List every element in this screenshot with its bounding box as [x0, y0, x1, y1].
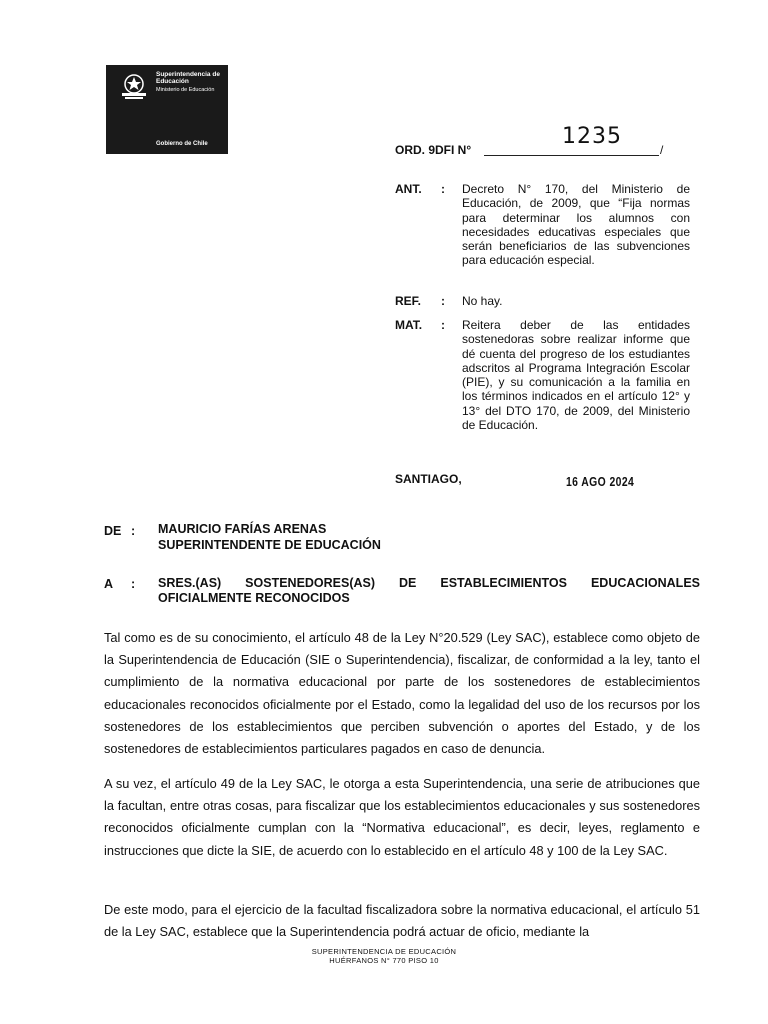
ord-number: 1235 [562, 124, 622, 149]
sender-colon: : [131, 524, 136, 538]
ant-colon: : [441, 182, 445, 196]
ant-text: Decreto N° 170, del Ministerio de Educación, de 2009, que “Fija normas para determinar los alumnos con necesidades educativas especiales que serán beneficiarios de las subvenciones para educación especial. [462, 182, 690, 268]
body-paragraph-3: De este modo, para el ejercicio de la facultad fiscalizadora sobre la normativa educacional, el artículo 51 de la Ley SAC, establece que la Superintendencia podrá actuar de oficio, mediante la [104, 902, 700, 940]
sender-position: SUPERINTENDENTE DE EDUCACIÓN [158, 537, 381, 552]
mat-text: Reitera deber de las entidades sostenedoras sobre realizar informe que dé cuenta del progreso de los estudiantes adscritos al Programa Integración Escolar (PIE), y su comunicación a la familia en los términos indicados en el artículo 12° y 13° del DTO 170, de 2009, del Ministerio de Educación. [462, 318, 690, 433]
logo-subtitle: Ministerio de Educación [156, 87, 215, 93]
date-stamp: 16 AGO 2024 [566, 474, 635, 489]
logo-government: Gobierno de Chile [156, 141, 208, 147]
mat-colon: : [441, 318, 445, 332]
sender-label: DE [104, 524, 122, 538]
ord-label: ORD. 9DFI N° [395, 143, 472, 157]
sender-block [158, 522, 381, 553]
body-paragraph-2: A su vez, el artículo 49 de la Ley SAC, le otorga a esta Superintendencia, una serie de atribuciones que la facultan, entre otras cosas, para fiscalizar que los establecimientos educacionales y sus sostenedores reconocidos oficialmente cumplan con la “Normativa educacional”, es decir, leyes, reglamento e instrucciones que dicte la SIE, de acuerdo con lo establecido en el artículo 48 y 100 de la Ley SAC. [104, 776, 700, 858]
footer-line-2: HUÉRFANOS N° 770 PISO 10 [329, 955, 439, 965]
institution-logo [106, 65, 228, 154]
ord-slash: / [660, 143, 664, 157]
footer-line-1: SUPERINTENDENCIA DE EDUCACIÓN [311, 947, 457, 956]
ref-colon: : [441, 294, 445, 308]
recipient-label: A [104, 577, 114, 591]
coat-of-arms-icon [116, 71, 152, 101]
ant-label: ANT. [395, 182, 422, 196]
body-paragraph-1: Tal como es de su conocimiento, el artículo 48 de la Ley N°20.529 (Ley SAC), establece como objeto de la Superintendencia de Educación (SIE o Superintendencia), fiscalizar, de conformidad a la ley, tanto el cumplimiento de la normativa educacional por parte de los sostenedores de establecimientos educacionales reconocidos oficialmente por el Estado, como la legalidad del uso de los recursos por los sostenedores de los establecimientos que perciben subvención o aportes del Estado, y de los sostenedores de establecimientos particulares pagados en caso de denuncia. [104, 630, 700, 757]
logo-title: Superintendencia de Educación [156, 71, 220, 85]
recipient-text: SRES.(AS) SOSTENEDORES(AS) DE ESTABLECIMIENTOS EDUCACIONALES OFICIALMENTE RECONOCIDOS [158, 576, 700, 605]
ord-underline [484, 155, 659, 156]
footer [0, 948, 768, 965]
recipient-colon: : [131, 577, 136, 591]
ref-label: REF. [395, 294, 422, 308]
city-label: SANTIAGO, [395, 472, 462, 486]
sender-name: MAURICIO FARÍAS ARENAS [158, 522, 327, 536]
mat-label: MAT. [395, 318, 423, 332]
ref-text: No hay. [462, 294, 503, 308]
